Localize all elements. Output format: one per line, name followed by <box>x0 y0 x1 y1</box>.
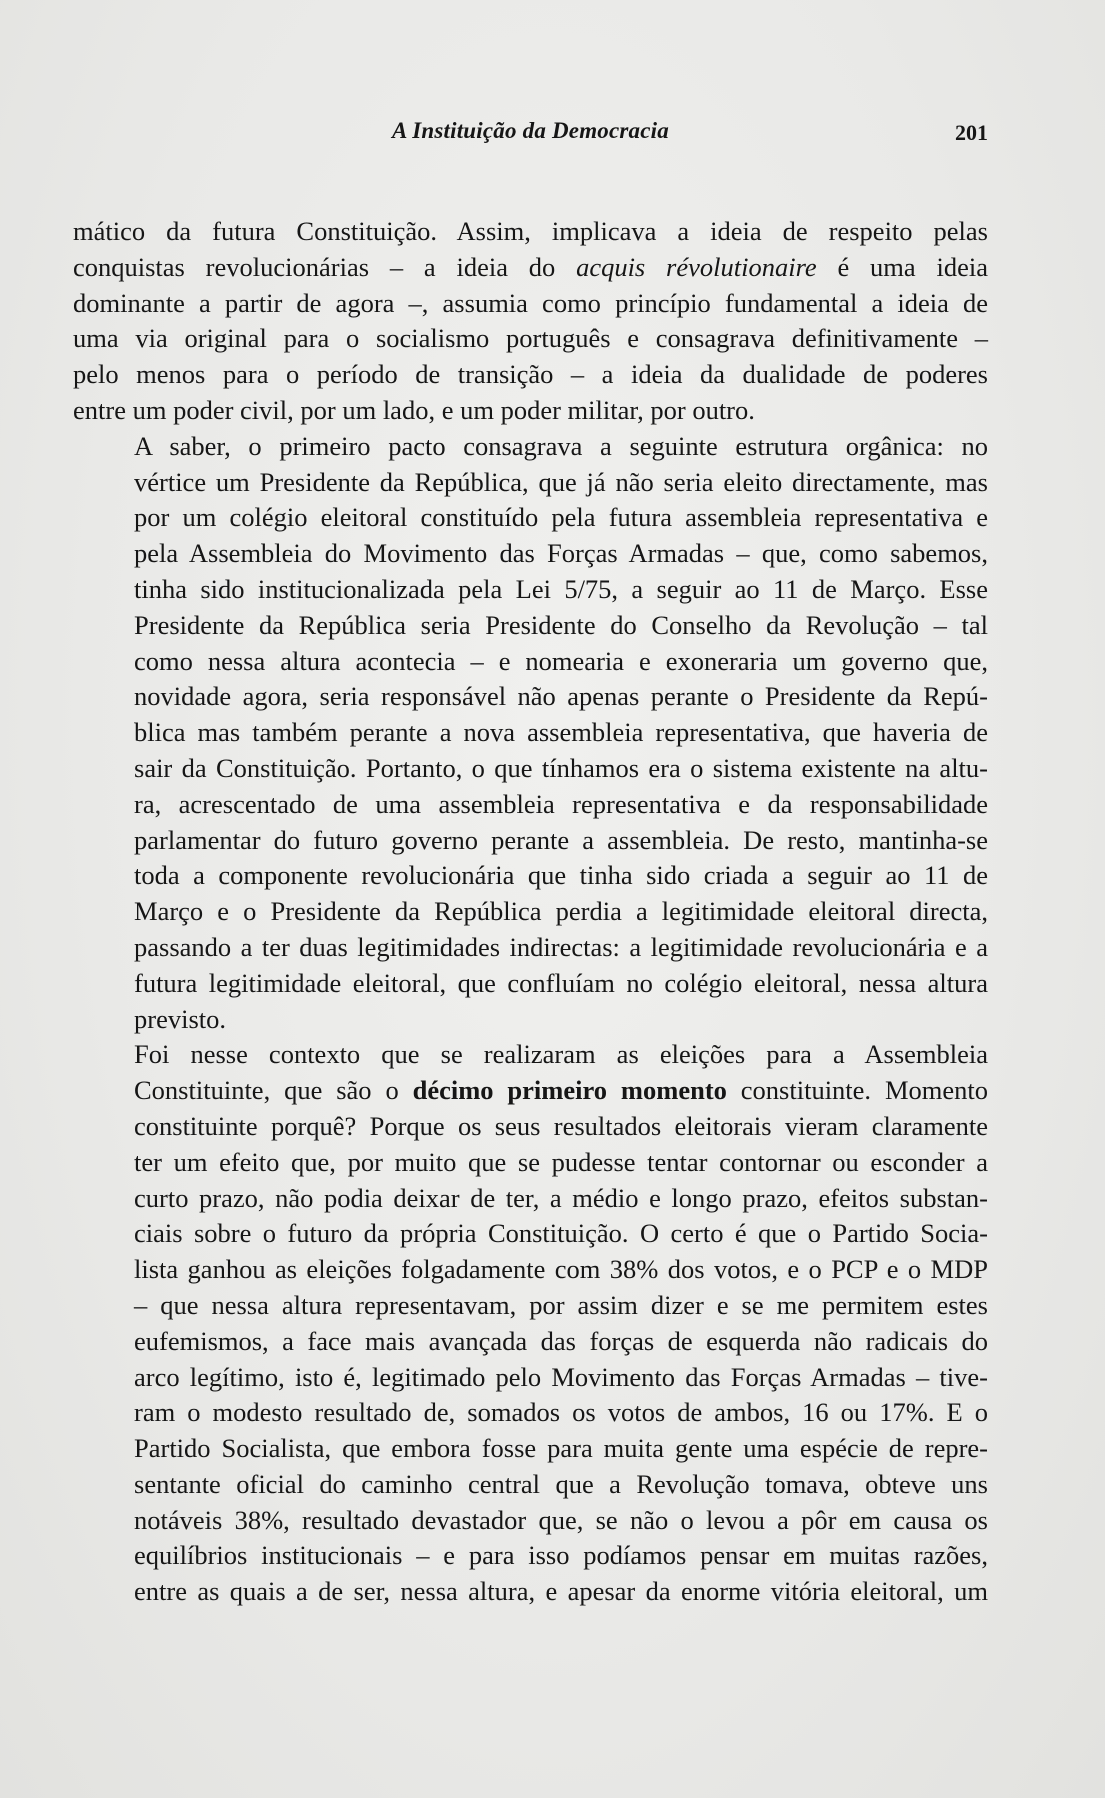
text-run: ter um efeito que, por muito que se pudesse tentar contornar ou esconder a <box>134 1146 988 1177</box>
text-line <box>73 1288 988 1324</box>
text-run: ram o modesto resultado de, somados os votos de ambos, 16 ou 17%. E o <box>134 1397 988 1428</box>
text-line <box>73 1503 988 1539</box>
text-line <box>73 1037 988 1073</box>
text-run: Foi nesse contexto que se realizaram as eleições para a Assembleia <box>134 1039 988 1070</box>
text-line <box>73 1360 988 1396</box>
text-run: dominante a partir de agora –, assumia como princípio fundamental a ideia de <box>73 287 988 318</box>
paragraph <box>73 214 988 429</box>
text-line <box>73 465 988 501</box>
text-run: Presidente da República seria Presidente do Conselho da Revolução – tal <box>134 609 988 640</box>
text-line <box>73 1538 988 1574</box>
text-run: sentante oficial do caminho central que a Revolução tomava, obteve uns <box>134 1468 988 1499</box>
text-line <box>73 572 988 608</box>
body-text <box>73 214 988 1610</box>
page-number: 201 <box>955 120 988 145</box>
text-line <box>73 1109 988 1145</box>
text-line <box>73 536 988 572</box>
text-line <box>73 214 988 250</box>
text-run: Março e o Presidente da República perdia a legitimidade eleitoral directa, <box>134 896 988 927</box>
text-run: arco legítimo, isto é, legitimado pelo Movimento das Forças Armadas – tive- <box>134 1361 988 1392</box>
text-run: mático da futura Constituição. Assim, implicava a ideia de respeito pelas <box>73 216 988 246</box>
text-line <box>73 321 988 357</box>
text-line <box>73 644 988 680</box>
italic-term: acquis révolutionaire <box>576 251 817 282</box>
text-run: blica mas também perante a nova assembleia representativa, que haveria de <box>134 717 988 748</box>
text-run: A saber, o primeiro pacto consagrava a seguinte estrutura orgânica: no <box>134 430 988 461</box>
text-run: pelo menos para o período de transição – a ideia da dualidade de poderes <box>73 359 988 390</box>
text-line <box>73 1145 988 1181</box>
running-title: A Instituição da Democracia <box>392 118 669 143</box>
text-run: eufemismos, a face mais avançada das forças de esquerda não radicais do <box>134 1325 988 1356</box>
text-line <box>73 1181 988 1217</box>
text-line <box>73 286 988 322</box>
text-line <box>73 608 988 644</box>
text-run: curto prazo, não podia deixar de ter, a médio e longo prazo, efeitos substan- <box>134 1182 988 1213</box>
text-line <box>73 357 988 393</box>
text-line <box>73 858 988 894</box>
text-run: notáveis 38%, resultado devastador que, se não o levou a pôr em causa os <box>134 1504 988 1535</box>
text-line <box>73 1467 988 1503</box>
text-run: parlamentar do futuro governo perante a assembleia. De resto, mantinha-se <box>134 824 988 855</box>
text-run: Constituinte, que são o <box>134 1075 413 1106</box>
text-run: – que nessa altura representavam, por assim dizer e se me permitem estes <box>134 1289 988 1320</box>
text-run: tinha sido institucionalizada pela Lei 5/75, a seguir ao 11 de Março. Esse <box>134 573 988 604</box>
text-line <box>73 715 988 751</box>
text-line <box>73 1216 988 1252</box>
text-line <box>73 751 988 787</box>
text-line <box>73 1324 988 1360</box>
text-run: uma via original para o socialismo português e consagrava definitivamente – <box>73 323 988 354</box>
text-run: por um colégio eleitoral constituído pela futura assembleia representativa e <box>134 502 988 533</box>
text-line <box>73 679 988 715</box>
text-line <box>73 787 988 823</box>
text-run: equilíbrios institucionais – e para isso podíamos pensar em muitas razões, <box>134 1540 988 1571</box>
text-line <box>73 966 988 1002</box>
text-run: toda a componente revolucionária que tinha sido criada a seguir ao 11 de <box>134 860 988 891</box>
text-run: como nessa altura acontecia – e nomearia e exoneraria um governo que, <box>134 645 988 676</box>
text-line <box>73 823 988 859</box>
text-run: passando a ter duas legitimidades indirectas: a legitimidade revolucionária e a <box>134 931 988 962</box>
text-run: ra, acrescentado de uma assembleia representativa e da responsabilidade <box>134 788 988 819</box>
text-run: ciais sobre o futuro da própria Constituição. O certo é que o Partido Socia- <box>134 1218 988 1249</box>
text-line <box>73 1431 988 1467</box>
bold-term: décimo primeiro momento <box>412 1075 727 1106</box>
text-run: pela Assembleia do Movimento das Forças Armadas – que, como sabemos, <box>134 538 988 569</box>
text-run: futura legitimidade eleitoral, que confluíam no colégio eleitoral, nessa altura <box>134 967 988 998</box>
paragraph <box>73 1037 988 1610</box>
text-run: constituinte. Momento <box>726 1075 988 1106</box>
text-run: é uma ideia <box>816 251 988 282</box>
text-run: Partido Socialista, que embora fosse para muita gente uma espécie de repre- <box>134 1433 988 1464</box>
text-line <box>73 1073 988 1109</box>
text-line <box>73 1395 988 1431</box>
paragraph <box>73 429 988 1038</box>
text-line <box>73 393 988 429</box>
text-line <box>73 250 988 286</box>
text-line <box>73 894 988 930</box>
running-header <box>73 118 988 152</box>
text-run: sair da Constituição. Portanto, o que tínhamos era o sistema existente na altu- <box>134 752 988 783</box>
text-run: entre as quais a de ser, nessa altura, e apesar da enorme vitória eleitoral, um <box>134 1576 988 1607</box>
text-line <box>73 500 988 536</box>
text-line <box>73 1252 988 1288</box>
text-run: novidade agora, seria responsável não apenas perante o Presidente da Repú- <box>134 681 988 712</box>
text-run: constituinte porquê? Porque os seus resultados eleitorais vieram claramente <box>134 1110 988 1141</box>
text-line <box>73 930 988 966</box>
text-run: conquistas revolucionárias – a ideia do <box>73 251 577 282</box>
text-run: entre um poder civil, por um lado, e um poder militar, por outro. <box>73 394 755 425</box>
text-run: vértice um Presidente da República, que já não seria eleito directamente, mas <box>134 466 988 497</box>
text-run: previsto. <box>134 1003 226 1034</box>
text-run: lista ganhou as eleições folgadamente com 38% dos votos, e o PCP e o MDP <box>134 1254 988 1285</box>
text-line <box>73 1574 988 1610</box>
text-line <box>73 429 988 465</box>
text-line <box>73 1002 988 1038</box>
